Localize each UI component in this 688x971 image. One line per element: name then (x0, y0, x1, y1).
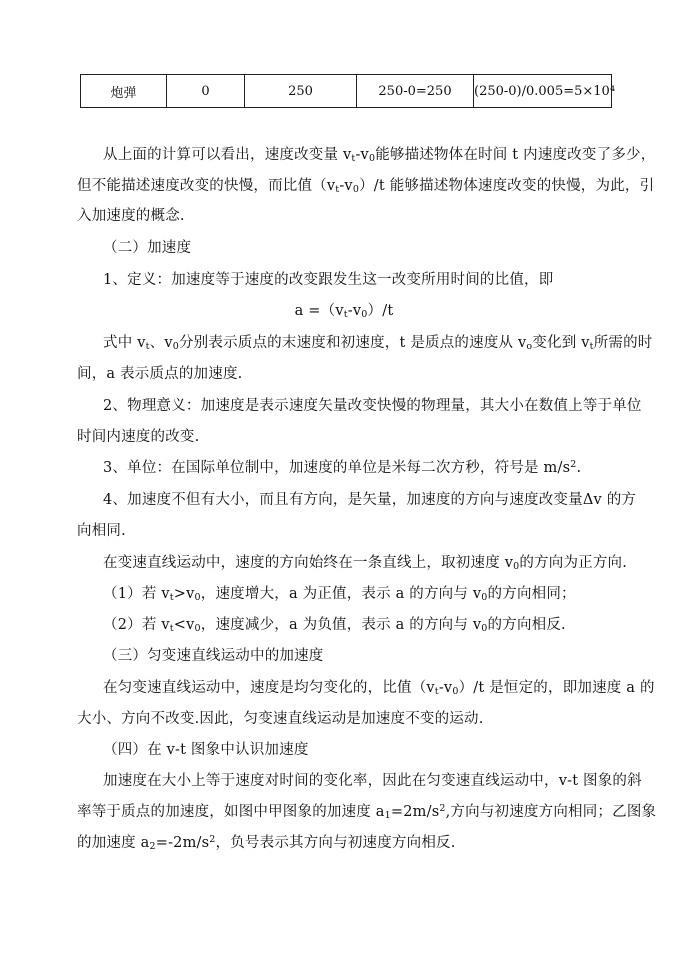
paragraph-line: 但不能描述速度改变的快慢，而比值$(v_t-v_0)/t$ 能够描述物体速度改变的快慢，为此，引 (77, 178, 655, 195)
paragraph-line: 在匀变速直线运动中，速度是均匀变化的，比值$(v_t-v_0)/t$ 是恒定的，即加速度 a 的 (103, 680, 655, 697)
table-cell-object: 炮弹 (81, 75, 167, 108)
case-item: （1）若 $v_t>v_0$，速度增大，a 为正值，表示 a 的方向与 $v_0$的方向相同； (103, 586, 576, 603)
paragraph-line: 向相同. (77, 523, 126, 539)
paragraph-line: 式中 $v_t$、$v_0$分别表示质点的末速度和初速度，t 是质点的速度从 $v_o$变化到 $v_t$所需的时 (103, 335, 653, 352)
data-table (80, 74, 616, 108)
paragraph-line: 2、物理意义：加速度是表示速度矢量改变快慢的物理量，其大小在数值上等于单位 (103, 398, 642, 414)
section-heading: （三）匀变速直线运动中的加速度 (103, 648, 324, 664)
paragraph-line: 3、单位：在国际单位制中，加速度的单位是米每二次方秒，符号是 $m/s^2$. (103, 459, 582, 476)
paragraph-line: 入加速度的概念. (77, 208, 185, 224)
section-heading: （四）在 v-t 图象中认识加速度 (103, 742, 309, 758)
paragraph-line: 间，a 表示质点的加速度. (77, 366, 243, 382)
paragraph-line: 率等于质点的加速度，如图中甲图象的加速度 $a_1=2m/s^2$,方向与初速度方向相同；乙图象 (77, 803, 657, 821)
paragraph-line: 4、加速度不但有大小，而且有方向，是矢量，加速度的方向与速度改变量Δv 的方 (103, 492, 637, 508)
paragraph-line: 时间内速度的改变. (77, 429, 200, 445)
table-row (81, 75, 612, 108)
paragraph-line: 大小、方向不改变.因此，匀变速直线运动是加速度不变的运动. (77, 711, 484, 727)
section-heading: （二）加速度 (103, 240, 192, 256)
paragraph-line: 的加速度 $a_2=-2m/s^2$，负号表示其方向与初速度方向相反. (77, 834, 456, 852)
paragraph-line: 加速度在大小上等于速度对时间的变化率，因此在匀变速直线运动中，v-t 图象的斜 (103, 773, 642, 789)
table-cell-final-velocity: 250 (245, 75, 357, 108)
paragraph-line: 1、定义：加速度等于速度的改变跟发生这一改变所用时间的比值，即 (103, 272, 554, 288)
table-cell-initial-velocity: 0 (167, 75, 245, 108)
case-item: （2）若 $v_t<v_0$，速度减少，a 为负值，表示 a 的方向与 $v_0$的方向相反. (103, 617, 566, 634)
table-cell-velocity-change: 250-0=250 (357, 75, 474, 108)
paragraph-line: 在变速直线运动中，速度的方向始终在一条直线上，取初速度 $v_0$的方向为正方向. (103, 555, 628, 572)
paragraph-line: 从上面的计算可以看出，速度改变量 $v_t-v_0$能够描述物体在时间 t 内速度改变了多少， (103, 147, 656, 164)
acceleration-formula: $a =(v_t-v_0)/t$ (294, 303, 394, 320)
table-cell-ratio: (250-0)/0.005=5×10⁴ (474, 75, 612, 108)
